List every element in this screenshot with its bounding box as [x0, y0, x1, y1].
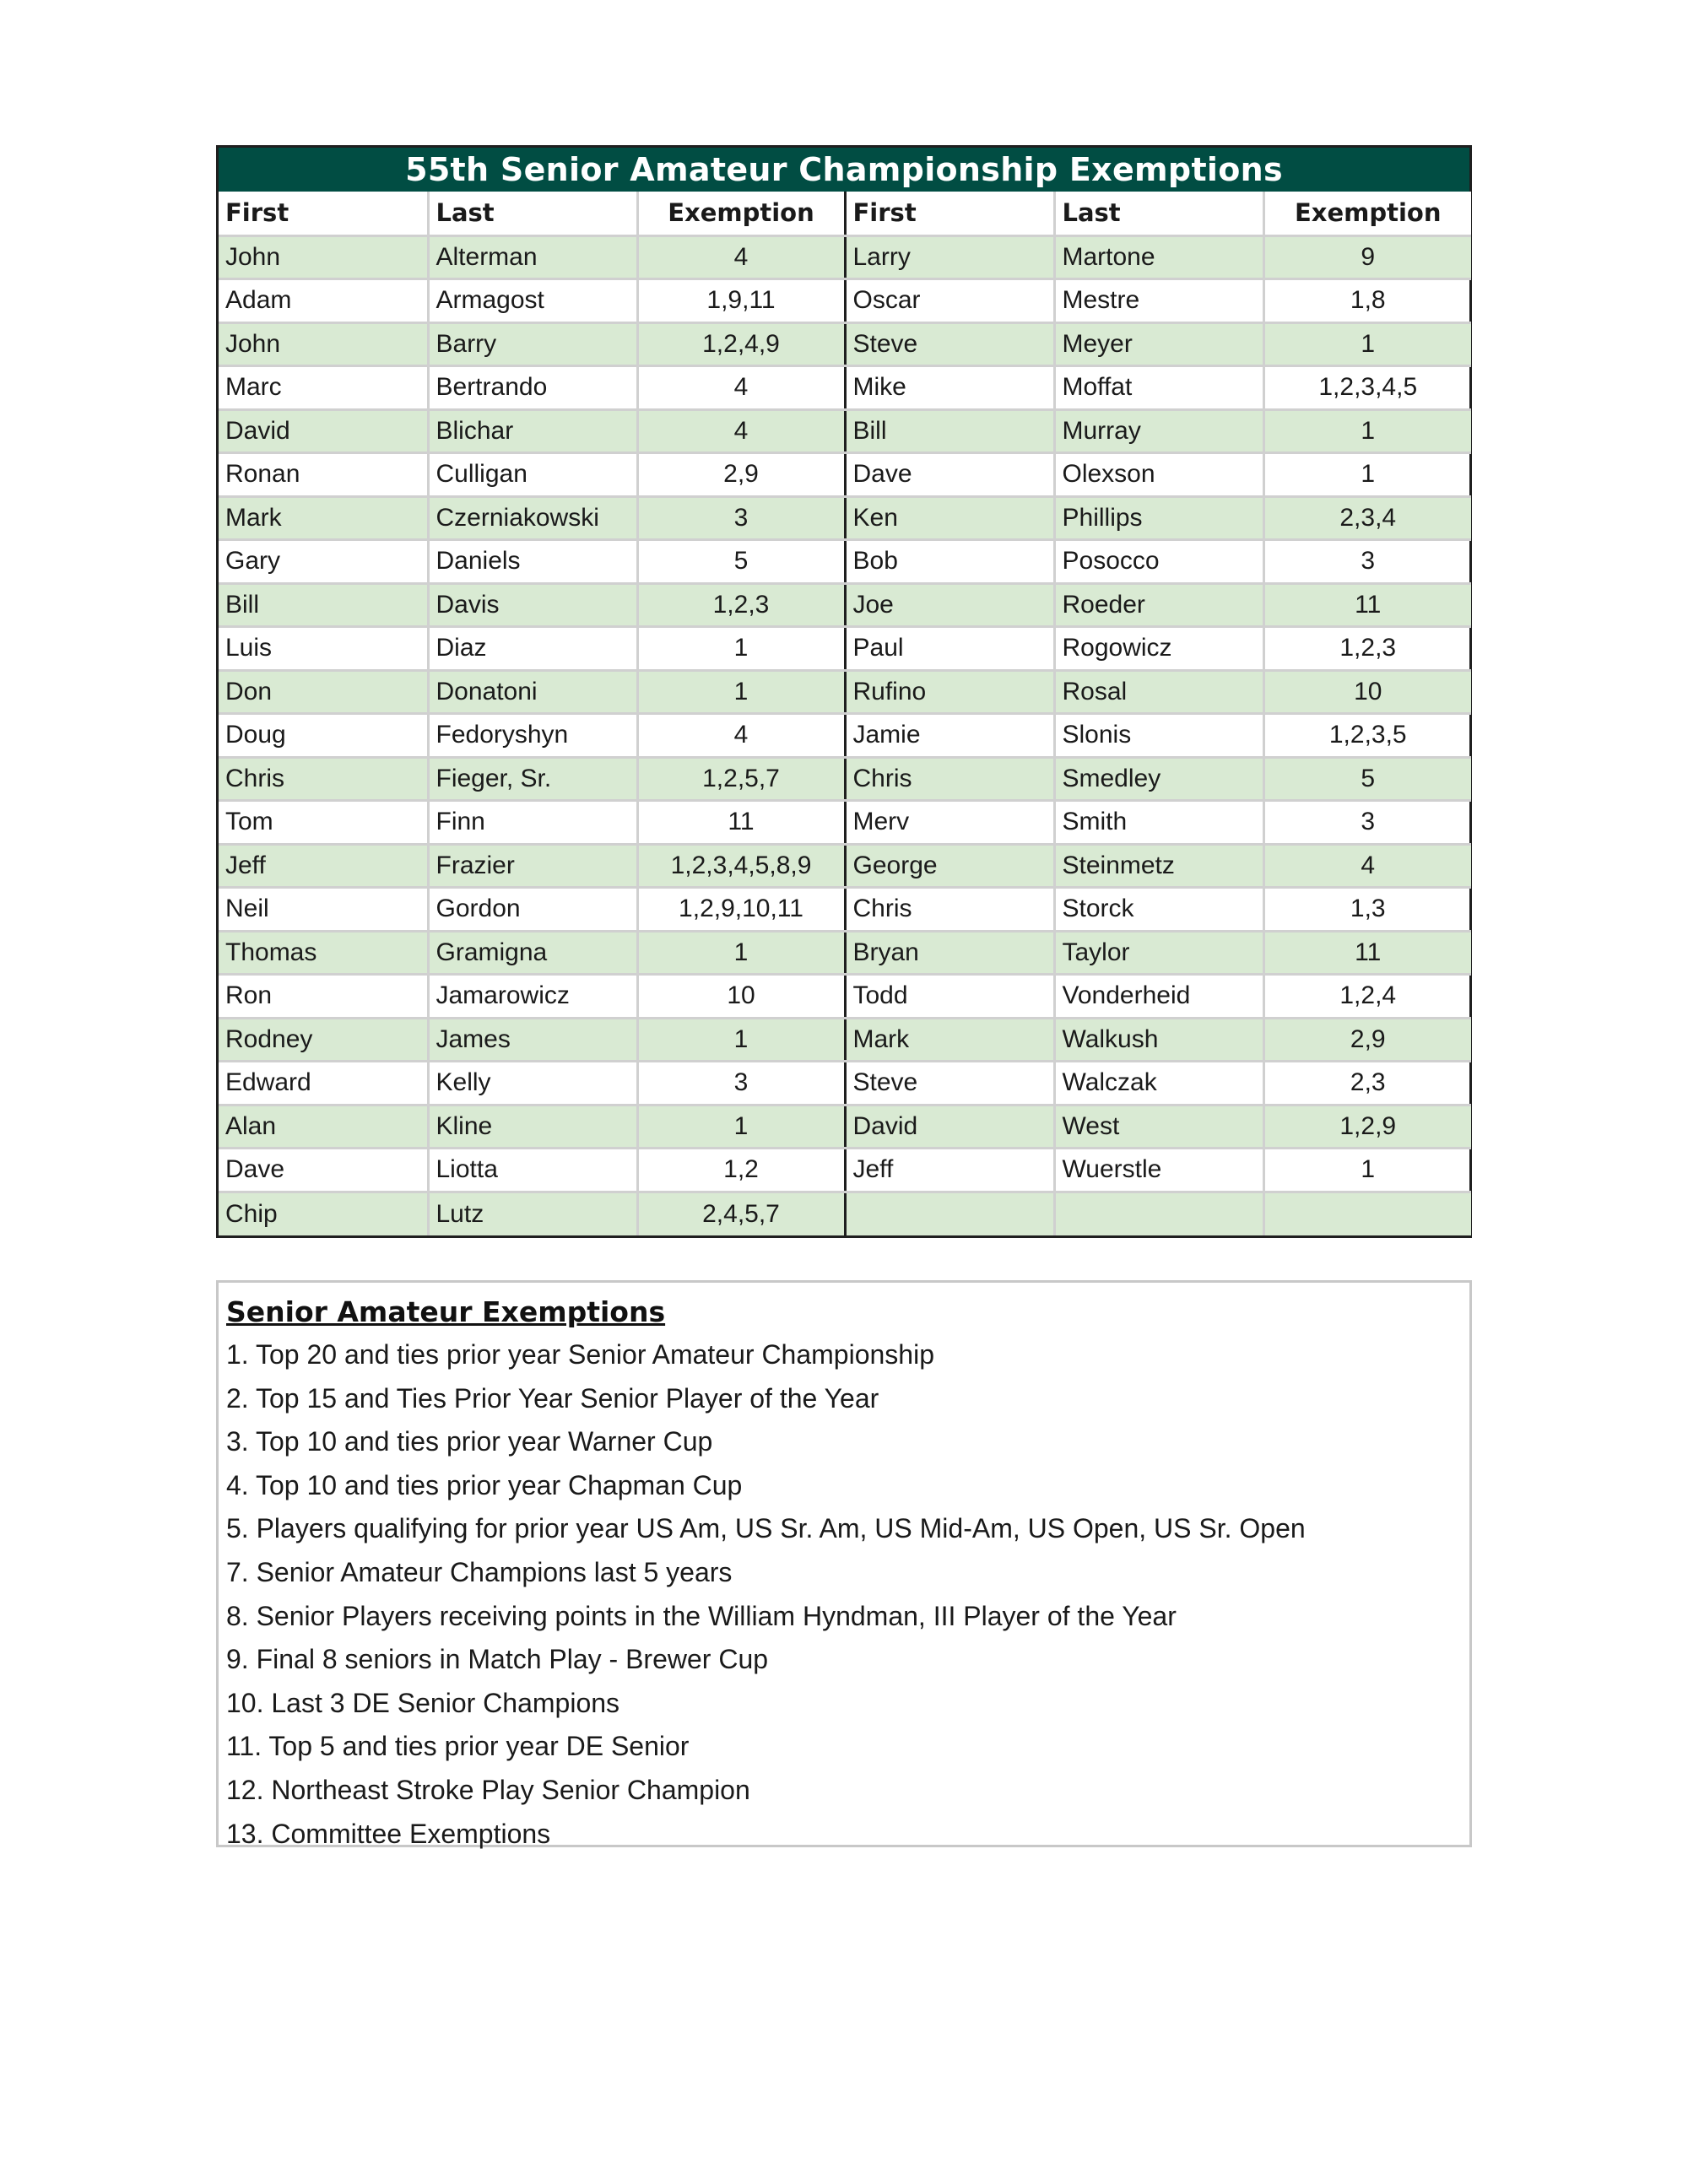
cell-exemption: 1: [1263, 1149, 1471, 1192]
cell-first-name: Rodney: [219, 1018, 428, 1062]
cell-last-name: Rosal: [1054, 670, 1263, 714]
legend-item: 3. Top 10 and ties prior year Warner Cup: [226, 1426, 713, 1457]
legend-item: 13. Committee Exemptions: [226, 1818, 551, 1849]
cell-last-name: Alterman: [428, 235, 637, 279]
cell-first-name: Neil: [219, 888, 428, 932]
cell-first-name: Jeff: [219, 844, 428, 888]
cell-exemption: 11: [1263, 583, 1471, 627]
table-row: [219, 801, 1471, 845]
cell-last-name: Fedoryshyn: [428, 714, 637, 758]
table-row: [219, 409, 1471, 453]
cell-first-name: Mark: [219, 496, 428, 540]
cell-last-name: James: [428, 1018, 637, 1062]
cell-last-name: West: [1054, 1105, 1263, 1149]
cell-exemption: 4: [637, 714, 845, 758]
cell-exemption: [1263, 1192, 1471, 1235]
cell-first-name: Todd: [845, 975, 1054, 1019]
cell-first-name: Chip: [219, 1192, 428, 1235]
cell-last-name: Fieger, Sr.: [428, 757, 637, 801]
cell-first-name: Alan: [219, 1105, 428, 1149]
cell-last-name: Finn: [428, 801, 637, 845]
cell-first-name: Luis: [219, 627, 428, 671]
table-row: [219, 1062, 1471, 1106]
cell-exemption: 4: [637, 366, 845, 410]
cell-last-name: Moffat: [1054, 366, 1263, 410]
cell-first-name: Dave: [845, 453, 1054, 497]
cell-first-name: Steve: [845, 1062, 1054, 1106]
cell-first-name: Ron: [219, 975, 428, 1019]
cell-last-name: Martone: [1054, 235, 1263, 279]
cell-first-name: David: [845, 1105, 1054, 1149]
cell-exemption: 1,2,3: [637, 583, 845, 627]
cell-first-name: Merv: [845, 801, 1054, 845]
cell-first-name: Adam: [219, 279, 428, 323]
cell-first-name: Bryan: [845, 931, 1054, 975]
cell-exemption: 1: [1263, 453, 1471, 497]
header-first-left: First: [219, 192, 428, 235]
cell-first-name: Tom: [219, 801, 428, 845]
cell-first-name: David: [219, 409, 428, 453]
table-row: [219, 844, 1471, 888]
cell-first-name: Marc: [219, 366, 428, 410]
cell-exemption: 1: [1263, 322, 1471, 366]
cell-last-name: Rogowicz: [1054, 627, 1263, 671]
cell-exemption: 10: [1263, 670, 1471, 714]
cell-exemption: 1,2,3,5: [1263, 714, 1471, 758]
cell-last-name: Slonis: [1054, 714, 1263, 758]
cell-last-name: Barry: [428, 322, 637, 366]
cell-last-name: Posocco: [1054, 540, 1263, 584]
cell-exemption: 5: [637, 540, 845, 584]
cell-last-name: Blichar: [428, 409, 637, 453]
cell-first-name: Don: [219, 670, 428, 714]
legend-item: 10. Last 3 DE Senior Champions: [226, 1687, 620, 1718]
cell-exemption: 2,9: [637, 453, 845, 497]
cell-exemption: 1: [637, 1018, 845, 1062]
legend-item: 1. Top 20 and ties prior year Senior Amateur Championship: [226, 1339, 934, 1370]
cell-last-name: Wuerstle: [1054, 1149, 1263, 1192]
legend-item: 11. Top 5 and ties prior year DE Senior: [226, 1731, 690, 1762]
cell-exemption: 3: [637, 1062, 845, 1106]
legend-heading: Senior Amateur Exemptions: [226, 1295, 666, 1328]
cell-exemption: 10: [637, 975, 845, 1019]
cell-exemption: 5: [1263, 757, 1471, 801]
cell-exemption: 1,3: [1263, 888, 1471, 932]
cell-last-name: [1054, 1192, 1263, 1235]
cell-exemption: 3: [1263, 801, 1471, 845]
table-row: [219, 888, 1471, 932]
cell-last-name: Smith: [1054, 801, 1263, 845]
cell-first-name: Jamie: [845, 714, 1054, 758]
cell-first-name: Steve: [845, 322, 1054, 366]
legend-item: 4. Top 10 and ties prior year Chapman Cup: [226, 1469, 743, 1500]
cell-exemption: 3: [637, 496, 845, 540]
cell-exemption: 9: [1263, 235, 1471, 279]
cell-exemption: 4: [637, 235, 845, 279]
cell-first-name: John: [219, 322, 428, 366]
cell-last-name: Armagost: [428, 279, 637, 323]
legend-item: 12. Northeast Stroke Play Senior Champion: [226, 1774, 750, 1805]
cell-last-name: Mestre: [1054, 279, 1263, 323]
table-row: [219, 496, 1471, 540]
table-row: [219, 366, 1471, 410]
cell-exemption: 2,3,4: [1263, 496, 1471, 540]
cell-last-name: Kline: [428, 1105, 637, 1149]
table-row: [219, 453, 1471, 497]
legend-item: 7. Senior Amateur Champions last 5 years: [226, 1556, 733, 1587]
header-exemption-left: Exemption: [637, 192, 845, 235]
cell-first-name: Bob: [845, 540, 1054, 584]
table-row: [219, 235, 1471, 279]
cell-first-name: Paul: [845, 627, 1054, 671]
table-row: [219, 540, 1471, 584]
cell-first-name: [845, 1192, 1054, 1235]
cell-exemption: 1,2,4: [1263, 975, 1471, 1019]
cell-last-name: Donatoni: [428, 670, 637, 714]
cell-exemption: 1: [1263, 409, 1471, 453]
cell-exemption: 11: [1263, 931, 1471, 975]
cell-first-name: Bill: [845, 409, 1054, 453]
cell-exemption: 2,3: [1263, 1062, 1471, 1106]
cell-exemption: 1,8: [1263, 279, 1471, 323]
cell-exemption: 4: [637, 409, 845, 453]
cell-exemption: 1,2,9,10,11: [637, 888, 845, 932]
legend-item: 2. Top 15 and Ties Prior Year Senior Player of the Year: [226, 1382, 879, 1414]
table-row: [219, 322, 1471, 366]
cell-last-name: Phillips: [1054, 496, 1263, 540]
table-row: [219, 1018, 1471, 1062]
cell-first-name: Chris: [845, 888, 1054, 932]
exemptions-table-container: [216, 145, 1472, 1238]
cell-last-name: Diaz: [428, 627, 637, 671]
cell-last-name: Meyer: [1054, 322, 1263, 366]
cell-last-name: Taylor: [1054, 931, 1263, 975]
cell-first-name: Ken: [845, 496, 1054, 540]
table-row: [219, 1105, 1471, 1149]
cell-exemption: 3: [1263, 540, 1471, 584]
cell-last-name: Gordon: [428, 888, 637, 932]
cell-last-name: Smedley: [1054, 757, 1263, 801]
cell-exemption: 1: [637, 931, 845, 975]
table-row: [219, 1149, 1471, 1192]
cell-last-name: Jamarowicz: [428, 975, 637, 1019]
table-row: [219, 670, 1471, 714]
cell-last-name: Walkush: [1054, 1018, 1263, 1062]
cell-first-name: Edward: [219, 1062, 428, 1106]
table-row: [219, 1192, 1471, 1235]
cell-exemption: 1,2,5,7: [637, 757, 845, 801]
exemptions-table: [219, 192, 1471, 1235]
exemption-legend: [216, 1280, 1472, 1847]
table-row: [219, 714, 1471, 758]
cell-last-name: Storck: [1054, 888, 1263, 932]
cell-exemption: 1,2,9: [1263, 1105, 1471, 1149]
table-row: [219, 975, 1471, 1019]
cell-last-name: Kelly: [428, 1062, 637, 1106]
cell-last-name: Liotta: [428, 1149, 637, 1192]
cell-exemption: 4: [1263, 844, 1471, 888]
cell-first-name: George: [845, 844, 1054, 888]
cell-first-name: Mike: [845, 366, 1054, 410]
cell-exemption: 1,2,4,9: [637, 322, 845, 366]
cell-exemption: 1,2,3,4,5,8,9: [637, 844, 845, 888]
table-row: [219, 931, 1471, 975]
cell-last-name: Daniels: [428, 540, 637, 584]
cell-first-name: Doug: [219, 714, 428, 758]
cell-last-name: Vonderheid: [1054, 975, 1263, 1019]
header-exemption-right: Exemption: [1263, 192, 1471, 235]
cell-exemption: 1,9,11: [637, 279, 845, 323]
cell-first-name: Dave: [219, 1149, 428, 1192]
legend-item: 8. Senior Players receiving points in the William Hyndman, III Player of the Year: [226, 1600, 1177, 1631]
cell-exemption: 1: [637, 627, 845, 671]
legend-item: 9. Final 8 seniors in Match Play - Brewer Cup: [226, 1644, 769, 1675]
table-row: [219, 279, 1471, 323]
cell-first-name: Thomas: [219, 931, 428, 975]
cell-exemption: 1: [637, 670, 845, 714]
cell-exemption: 1,2: [637, 1149, 845, 1192]
table-body: [219, 235, 1471, 1235]
cell-first-name: Chris: [845, 757, 1054, 801]
legend-list: [226, 1333, 1469, 1856]
cell-first-name: Jeff: [845, 1149, 1054, 1192]
cell-last-name: Culligan: [428, 453, 637, 497]
cell-first-name: Joe: [845, 583, 1054, 627]
header-first-right: First: [845, 192, 1054, 235]
cell-exemption: 11: [637, 801, 845, 845]
cell-first-name: Bill: [219, 583, 428, 627]
cell-last-name: Gramigna: [428, 931, 637, 975]
cell-first-name: Larry: [845, 235, 1054, 279]
cell-last-name: Walczak: [1054, 1062, 1263, 1106]
cell-first-name: Rufino: [845, 670, 1054, 714]
cell-last-name: Murray: [1054, 409, 1263, 453]
cell-last-name: Davis: [428, 583, 637, 627]
cell-last-name: Frazier: [428, 844, 637, 888]
table-row: [219, 627, 1471, 671]
cell-last-name: Roeder: [1054, 583, 1263, 627]
cell-exemption: 2,4,5,7: [637, 1192, 845, 1235]
header-last-left: Last: [428, 192, 637, 235]
table-title: 55th Senior Amateur Championship Exemptions: [219, 148, 1469, 192]
cell-exemption: 1,2,3,4,5: [1263, 366, 1471, 410]
cell-last-name: Czerniakowski: [428, 496, 637, 540]
cell-first-name: Gary: [219, 540, 428, 584]
cell-first-name: Mark: [845, 1018, 1054, 1062]
cell-exemption: 1,2,3: [1263, 627, 1471, 671]
cell-exemption: 1: [637, 1105, 845, 1149]
cell-exemption: 2,9: [1263, 1018, 1471, 1062]
cell-first-name: Ronan: [219, 453, 428, 497]
cell-last-name: Lutz: [428, 1192, 637, 1235]
legend-item: 5. Players qualifying for prior year US Am, US Sr. Am, US Mid-Am, US Open, US Sr. Open: [226, 1513, 1306, 1544]
table-row: [219, 583, 1471, 627]
cell-last-name: Steinmetz: [1054, 844, 1263, 888]
cell-first-name: John: [219, 235, 428, 279]
cell-first-name: Oscar: [845, 279, 1054, 323]
cell-last-name: Bertrando: [428, 366, 637, 410]
table-row: [219, 757, 1471, 801]
header-last-right: Last: [1054, 192, 1263, 235]
cell-first-name: Chris: [219, 757, 428, 801]
table-header-row: [219, 192, 1471, 235]
cell-last-name: Olexson: [1054, 453, 1263, 497]
